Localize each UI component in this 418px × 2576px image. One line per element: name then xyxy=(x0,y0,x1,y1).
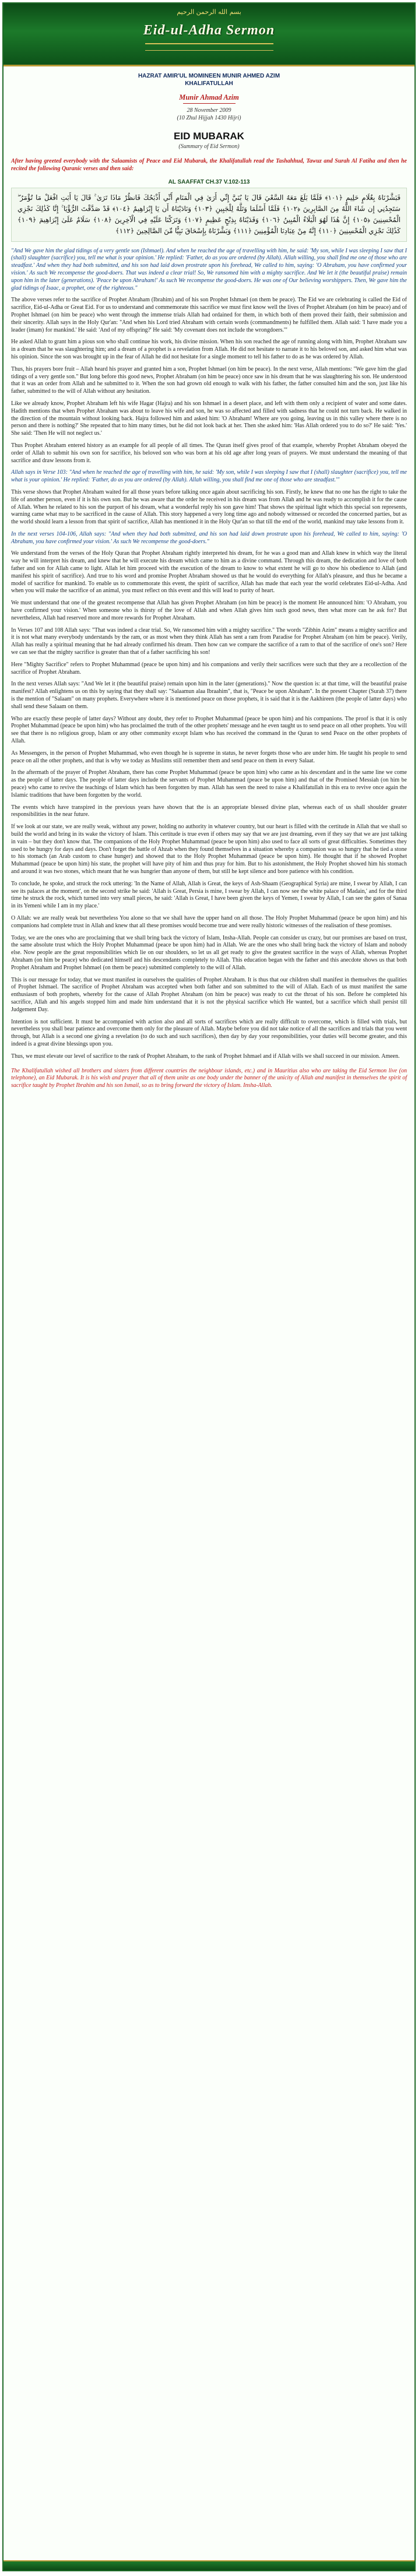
header-banner xyxy=(3,3,415,66)
verse-reference: AL SAAFFAT CH.37 V.102-113 xyxy=(168,178,250,185)
paragraph: The events which have transpired in the previous years have shown that the is an appropriate blessed divine plan, whereas each of us shall shoulder greater responsibilities in the near future. xyxy=(11,804,407,818)
paragraph: Today, we are the ones who are proclaiming that we shall bring back the victory of Islam, Insha-Allah. People can consider us crazy, but our promises are based on trust, the same absolute trust which the Holy Prophet Muhammad (peace be upon him) had in Allah. We are the ones who shall bring back the victory of Islam and nobody else. Now people are the great responsibilities which lie on our shoulders, so let us all get ready to give the greatest sacrifice in the ways of Allah, whereas Prophet Abraham (on him be peace) who dedicated himself and his descendants completely to Allah. This education began with the father and this anecdote shows us that both Prophet Abraham and Prophet Ishmael (on them be peace) submitted completely to the will of Allah. xyxy=(11,934,407,971)
paragraph: We must understand that one of the greatest recompense that Allah has given Prophet Abraham (on him be peace) is the moment He announced him: 'O Abraham, you have confirmed your vision.' When someone who is thirsty of the love of Allah and when Allah gives him such good news, then what more can he ask for? But nevertheless, Allah had reserved more and more rewards for Prophet Abraham. xyxy=(11,600,407,621)
paragraph: Thus, we must elevate our level of sacrifice to the rank of Prophet Abraham, to the rank of Prophet Ishmael and if Allah wills we shall succeed in our mission. Ameen. xyxy=(11,1053,400,1060)
footer-bar xyxy=(3,2560,415,2570)
quoted-verse: In the next verses 104-106, Allah says: "And when they had both submitted, and his son had laid down prostrate upon his forehead, We called to him, saying: 'O Abraham, you have confirmed your vision.' As such We recompense the good-doers." xyxy=(11,530,407,545)
paragraph: The above verses refer to the sacrifice of Prophet Abraham (Ibrahim) and of his son Prophet Ishmael (on them be peace). The Eid we are celebrating is called the Eid of sacrifice, Eid-ul-Adha or Great Eid. For us to understand and commemorate this sacrifice we must first know well the lives of Prophet Abraham (on him be peace) and of Prophet Ishmael (on him be peace) who went through the immense trials Allah had ordained for them, in which both of them proved their faith, their submission and their sincerity. Allah says in the Holy Qur'an: "And when his Lord tried Abraham with certain words (commandments) he fulfilled them. Allah said: 'I have made you a leader (imam) for mankind.' He said: 'And of my offspring?' He said: 'My covenant does not include the wrongdoers.'" xyxy=(11,297,407,333)
paragraph: If we look at our state, we are really weak, without any power, holding no authority in whatever country, but our heart is filled with the certitude in Allah that we shall so build the world and bring in its wake the victory of Islam. This certitude is true even if others may say that we are just dreaming, even if they say that we are just talking in vain – but they don't know that. The companions of the Holy Prophet Muhammad (peace be upon him) also used to face all sorts of great difficulties. Sometimes they used to be hungry for days and days. Don't forget the battle of Ahzab when they found themselves in a situation whereby a companion was so hungry that he tied a stone to his stomach (an Arab custom to chase hunger) and showed that to the Holy Prophet Muhammad (peace be upon him). He thought that if he showed Prophet Muhammad (peace be upon him) his state, the prophet will have pity of him and thus pray for him. But to his astonishment, the Holy Prophet showed him his stomach and around it was two stones, which meant that he was hungrier than anyone of them, but still he kept silence and bore patience with his condition. xyxy=(11,824,407,875)
ornament-divider xyxy=(145,43,273,51)
paragraph: Intention is not sufficient. It must be accompanied with action also and all sorts of sacrifices which are really difficult to overcome, which is filled with trials, but nevertheless you shall bear patience and overcome them only for the pleasure of Allah. Maybe before you did not take notice of all the sacrifices and trials that you went through, but Allah is a second one giving a revelation (to do such and such sacrifices), then day by day your responsibilities, your duties will become greater, and this indeed is a great divine blessings upon you. xyxy=(11,1018,407,1047)
speaker-block xyxy=(11,72,407,150)
paragraph: In Verses 107 and 108 Allah says: "That was indeed a clear trial. So, We ransomed him with a mighty sacrifice." The words "Zibhin Azim" means a mighty sacrifice and it is not what many everybody understands by the ram, or as most when they think Allah has sent a ram from Paradise for Prophet Abraham (on him be peace). Verily, Allah has really a spiritual meaning that he had already confirmed his dream. Then how can we compare the sacrifice of a ram to that of the sacrifice of one's son? Here we can see that the mighty sacrifice is greater than that of a father sacrificing his son! xyxy=(11,627,407,656)
bismillah: بسم الله الرحمن الرحيم xyxy=(177,8,241,16)
hijri-date: (10 Zhul Hijjah 1430 Hijri) xyxy=(177,115,241,121)
arabic-verses: فَبَشَّرْنَاهُ بِغُلَامٍ حَلِيمٍ ﴿١٠١﴾ فَلَمَّا بَلَغَ مَعَهُ السَّعْيَ قَالَ يَا بُنَيَّ إِنِّي أَرَىٰ فِي الْمَنَامِ أَنِّي أَذْبَحُكَ فَانظُرْ مَاذَا تَرَىٰ ۚ قَالَ يَا أَبَتِ افْعَلْ مَا تُؤْمَرُ ۖ سَتَجِدُنِي إِن شَاءَ اللَّهُ مِنَ الصَّابِرِينَ ﴿١٠٢﴾ فَلَمَّا أَسْلَمَا وَتَلَّهُ لِلْجَبِينِ ﴿١٠٣﴾ وَنَادَيْنَاهُ أَن يَا إِبْرَاهِيمُ ﴿١٠٤﴾ قَدْ صَدَّقْتَ الرُّؤْيَا ۚ إِنَّا كَذَٰلِكَ نَجْزِي الْمُحْسِنِينَ ﴿١٠٥﴾ إِنَّ هَٰذَا لَهُوَ الْبَلَاءُ الْمُبِينُ ﴿١٠٦﴾ وَفَدَيْنَاهُ بِذِبْحٍ عَظِيمٍ ﴿١٠٧﴾ وَتَرَكْنَا عَلَيْهِ فِي الْآخِرِينَ ﴿١٠٨﴾ سَلَامٌ عَلَىٰ إِبْرَاهِيمَ ﴿١٠٩﴾ كَذَٰلِكَ نَجْزِي الْمُحْسِنِينَ ﴿١١٠﴾ إِنَّهُ مِنْ عِبَادِنَا الْمُؤْمِنِينَ ﴿١١١﴾ وَبَشَّرْنَاهُ بِإِسْحَاقَ نَبِيًّا مِّنَ الصَّالِحِينَ ﴿١١٢﴾ xyxy=(11,188,407,242)
paragraph: Thus Prophet Abraham entered history as an example for all people of all times. The Quran itself gives proof of that example, whereby Prophet Abraham obeyed the order of Allah to submit his own son for sacrifice, his beloved son who was born at his old age after long years of prayers. We must understand the meaning of that sacrifice and draw lessons from it. xyxy=(11,442,407,464)
paragraph: This is our message for today, that we must manifest in ourselves the qualities of Prophet Abraham. It is thus that our children shall manifest in themselves the qualities of Prophet Ishmael. The sacrifice of Prophet Abraham was accepted when both father and son submitted to the will of Allah. Each of us must manifest the same enthusiasm of both prophets, whereby for the cause of Allah Prophet Abraham (on him be peace) was ready to cut the throat of his son. Before he completed his sacrifice, Allah and his angels stopped him and made him understand that it is not the physical sacrifice which He wanted, but a sacrifice which shall persist till Judgement Day. xyxy=(11,976,407,1013)
speaker-title: KHALIFATULLAH xyxy=(185,80,233,87)
translator-underline xyxy=(183,103,236,104)
page xyxy=(2,2,416,2571)
sermon-date: 28 November 2009 xyxy=(187,107,231,114)
paragraph: Who are exactly these people of latter days? Without any doubt, they refer to Prophet Muhammad (peace be upon him) and his companions. The proof is that it is only Prophet Muhammad (peace be upon him) who has proclaimed the truth of the other prophets' message and he even taught us to send peace on all other prophets. You will see that there is no religious group, Islam or any other community except Islam who has received the command in the Quran to send Peace on the other prophets of Allah. xyxy=(11,715,407,745)
paragraph: We understand from the verses of the Holy Quran that Prophet Abraham rightly interpreted his dream, for he was a good man and Allah knew in which way the literal way he will interpret his dream, and knew that he will execute his dream which came to him as a divine command. Through this dream, the dedication and love of both father and son for Allah came to light. Allah let him proceed with the execution of the dream to know to what extent he will go to show his obedience to Allah (and manifest his spirit of sacrifice). And true to his word and promise Prophet Abraham showed us that he would do everything for Allah's pleasure, and thus he became a model of sacrifice for mankind. To enable us to commemorate this event, the spirit of sacrifice, Allah has made that each year the world celebrates Eid-ul-Adha. And when you will make the sacrifice of an animal, you must reflect on this event and this will lead to purity of heart. xyxy=(11,550,407,594)
intro-text: After having greeted everybody with the Salaamists of Peace and Eid Mubarak, the Khalifatullah read the Tashahhud, Tawuz and Surah Al Fatiha and then he recited the following Quranic verses and then said: xyxy=(11,158,407,172)
speaker-name: HAZRAT AMIR'UL MOMINEEN MUNIR AHMED AZIM xyxy=(138,73,280,79)
paragraph: Thus, his prayers bore fruit – Allah heard his prayer and granted him a son, Prophet Ishmael (on him be peace). In the next verse, Allah mentions: "We gave him the glad tidings of a very gentle son." But long before this good news, Prophet Abraham (on him be peace) once saw in his dream that he was slaughtering his son. He understood that it was an order from Allah and he submitted to it. When the son had grown old enough to walk with his father, the father consulted him and the son, just like his father, submitted to the will of Allah without any hesitation. xyxy=(11,365,407,395)
paragraph: To conclude, he spoke, and struck the rock uttering: 'In the Name of Allah, Allah is Great, the keys of Ash-Shaam (Geographical Syria) are mine, I swear by Allah, I can see its palaces at the moment', on the second strike he said: 'Allah is Great, Persia is mine, I swear by Allah, I can now see the white palace of Madain,' and for the third time he struck the rock, which turned into very small pieces, he said: 'Allah is Great, I have been given the keys of Yemen, I swear by Allah, I can see the gates of Sanaa in its Yemeni while I am in my place.' xyxy=(11,880,407,910)
paragraph: This verse shows that Prophet Abraham waited for all those years before talking once again about sacrificing his son. Firstly, he knew that no one has the right to take the life of another person, even if it is his own son. But he was aware that the order he received in his dream was from Allah and he was ready to accomplish it for the cause of Allah. When he related to his son the purport of his dream, what a wonderful reply his son gave him! That shows the spiritual light which this special son represents, warning came what may to be sacrificed in the cause of Allah. This story happened a very long time ago and nobody witnessed or recorded the concerned parties, but as the world should learn a lesson from that spirit of sacrifice, Allah has mentioned it in the Holy Qur'an so that till the end of the world, mankind may take lessons from it. xyxy=(11,488,407,526)
quoted-verse: Allah says in Verse 103: "And when he reached the age of travelling with him, he said: 'My son, while I was sleeping I saw that I (shall) slaughter (sacrifice) you, tell me what is your opinion.' He replied: 'Father, do as you are ordered (by Allah). Allah willing, you shall find me one of those who are steadfast.'" xyxy=(11,469,407,484)
translator-name: Munir Ahmad Azim xyxy=(179,93,239,101)
paragraph: Like we already know, Prophet Abraham left his wife Hagar (Hajra) and his son Ishmael in a desert place, and left with them only a recipient of water and some dates. Hadith mentions that when Prophet Abraham was about to leave his wife and son, he was so affected and filled with sadness that he could not turn back. He walked in the direction of the mountain without looking back. Hajra followed him and asked him: 'O Abraham! Where are you going, leaving us in this valley where there is no person and there is nothing?' She repeated that to him many times, but he did not look back at her. Then she asked him: 'Has Allah ordered you to do so?' He said: 'Yes.' She said: 'Then He will not neglect us.' xyxy=(11,400,407,437)
paragraph: Here "Mighty Sacrifice" refers to Prophet Muhammad (peace be upon him) and his companions and verily their sacrifices were such that they are a recollection of the sacrifice of Prophet Abraham. xyxy=(11,661,407,675)
sermon-title: Eid-ul-Adha Sermon xyxy=(143,23,275,38)
closing-note: The Khalifatullah wished all brothers and sisters from different countries the neighbour islands, etc.) and in Mauritius also who are taking the Eid Sermon live (on telephone), an Eid Mubarak. It is his wish and prayer that all of them unite as one body under the banner of the unicity of Allah and manifest in themselves the spirit of sacrifice taught by Prophet Ibrahim and his son Ismail, so as to bring forward the victory of Islam. Insha-Allah. xyxy=(11,1067,407,1089)
page-subtitle: (Summary of Eid Sermon) xyxy=(178,143,240,150)
paragraph: O Allah: we are really weak but nevertheless You alone so that we shall have the upper hand on all those. The Holy Prophet Muhammad (peace be upon him) and his companions had complete trust in Allah and knew that all these promises would become true and were really historic witnesses of the realisation of these promises. xyxy=(11,914,407,929)
paragraph: In the aftermath of the prayer of Prophet Abraham, there has come Prophet Muhammad (peace be upon him) who came as his descendant and in the same line we come as the people of latter days. The people of latter days include the servants of Prophet Muhammad (peace be upon him) and that of the Promised Messiah (on him be peace) who came to revive the teachings of Islam which has been forgotten by man. Allah has seen the need to raise a Khalifatullah in this era to revive once again the Islamic traditions that have been forgotten by the world. xyxy=(11,769,407,798)
verse-translation: "And We gave him the glad tidings of a very gentle son (Ishmael). And when he reached the age of travelling with him, he said: 'My son, while I was sleeping I saw that I (shall) slaughter (sacrifice) you, tell me what is your opinion.' He replied: 'Father, do as you are ordered (by Allah). Allah willing, you shall find me one of those who are steadfast.' And when they had both submitted, and his son had laid down prostrate upon his forehead, We called to him, saying: 'O Abraham, you have confirmed your vision.' As such We recompense the good-doers. That was indeed a clear trial! So, We ransomed him with a mighty sacrifice. And We let it (the beautiful praise) remain upon him in the later (generations). 'Peace be upon Abraham!' As such We recompense the good-doers. He was one of Our believing worshippers. Then, We gave him the glad tidings of Isaac, a prophet, one of the righteous." xyxy=(11,247,407,291)
paragraph: He asked Allah to grant him a pious son who shall continue his work, his divine mission. When his son reached the age of running along with him, Prophet Abraham saw in a dream that he was slaughtering him; and a dream of a prophet is a revelation from Allah. He did not hesitate to narrate it to his beloved son, and asked him what was his opinion. Since the son was brought up in the fear of Allah he did not hesitate for a single moment to tell his father to do as he was ordered by Allah. xyxy=(11,339,407,360)
page-title: EID MUBARAK xyxy=(174,131,244,142)
paragraph: In the next verses Allah says: "And We let it (the beautiful praise) remain upon him in the later (generations)." Now the question is: at that time, will the beautiful praise manifest? Allah enlightens us on this by saying that they shall say: "Salaamun alaa Ibraahim", that is, "Peace be upon Abraham". In the present Chapter (Surah 37) there is the mention of "Salaam" on many prophets. Everywhere where it is mentioned peace on those prophets, it is said that it is the Aakhireen (the people of latter days) who shall send these Salaam on them. xyxy=(11,681,407,710)
article-body xyxy=(3,66,415,1090)
paragraph: As Messengers, in the person of Prophet Muhammad, who even though he is supreme in status, he never forgets those who are under him. He taught his people to send peace on all the other prophets, and that is why we today as Muslims still remember them and send peace on them in every Salaat. xyxy=(11,749,407,764)
